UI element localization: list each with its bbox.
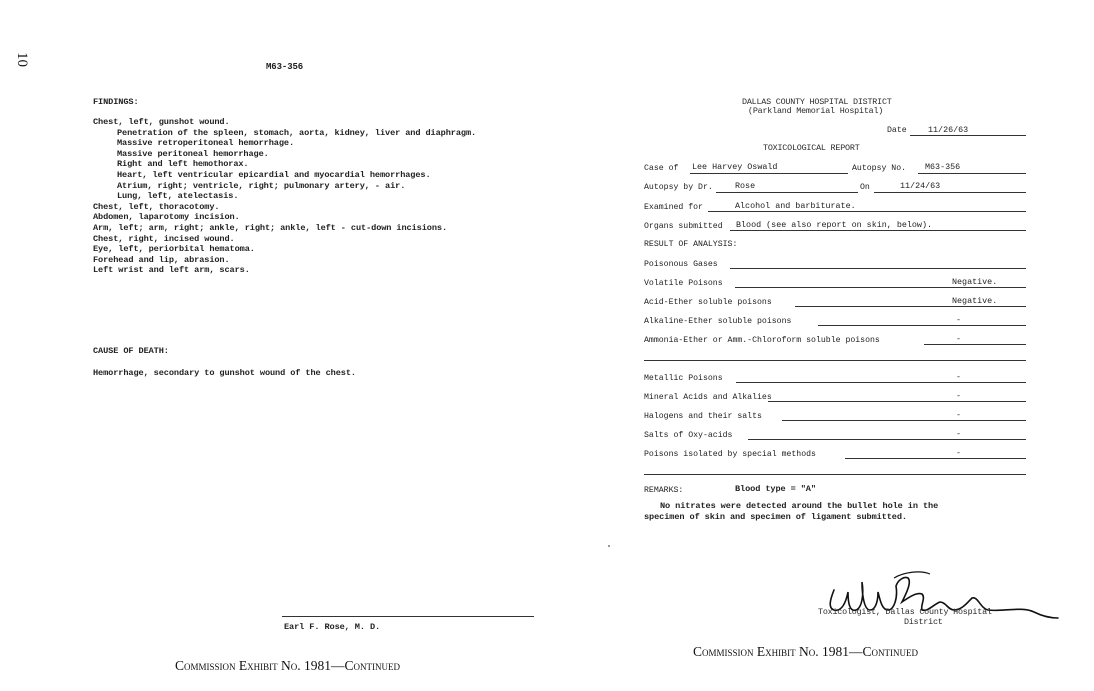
result-row-label: Volatile Poisons [644,279,723,288]
on-value: 11/24/63 [900,181,941,191]
result-row-label: Mineral Acids and Alkalies [644,393,772,402]
separator-line [644,474,1026,475]
exhibit-caption-right: Commission Exhibit No. 1981—Continued [693,644,918,659]
exhibit-caption-left: Commission Exhibit No. 1981—Continued [175,658,400,673]
result-row-label: Halogens and their salts [644,412,762,421]
result-row-value: - [956,410,962,420]
finding-line: Massive retroperitoneal hemorrhage. [117,138,294,149]
result-row-value: - [956,372,962,382]
findings-list [93,117,476,276]
date-line [910,135,1026,136]
autopsy-by-value: Rose [735,181,756,191]
signer-title: Toxicologist, Dallas County Hospital [818,607,992,617]
organs-label: Organs submitted [644,222,723,231]
finding-line: Eye, left, periorbital hematoma. [93,244,255,255]
finding-line: Lung, left, atelectasis. [117,191,239,202]
finding-line: Chest, left, gunshot wound. [93,117,230,127]
cause-heading: CAUSE OF DEATH: [93,346,169,356]
page-number: 10 [14,52,30,67]
examined-label: Examined for [644,203,703,212]
remarks-line: Blood type = "A" [735,484,816,494]
case-number: M63-356 [266,62,304,72]
result-row-label: Salts of Oxy-acids [644,431,733,440]
separator-line [644,360,1026,361]
findings-heading: FINDINGS: [93,97,139,107]
finding-line: Atrium, right; ventricle, right; pulmonary artery, - air. [117,180,406,191]
result-row-value: - [956,315,962,325]
finding-line: Penetration of the spleen, stomach, aorta, kidney, liver and diaphragm. [117,127,477,138]
result-row-value: Negative. [952,296,998,306]
result-row-line [768,401,1026,402]
date-label: Date [887,126,907,135]
result-row-line [748,439,1026,440]
result-row-value: - [956,391,962,401]
finding-line: Left wrist and left arm, scars. [93,265,250,276]
finding-line: Heart, left ventricular epicardial and myocardial hemorrhages. [117,169,431,180]
result-heading: RESULT OF ANALYSIS: [644,240,738,249]
result-row-label: Poisonous Gases [644,260,718,269]
finding-line: Forehead and lip, abrasion. [93,254,230,265]
examined-value: Alcohol and barbiturate. [735,201,856,211]
result-row-line [924,344,1026,345]
institution-name: DALLAS COUNTY HOSPITAL DISTRICT [742,97,892,107]
result-row-line [795,306,1026,307]
result-row-line [818,325,1026,326]
case-of-value: Lee Harvey Oswald [692,162,778,172]
autopsy-no-value: M63-356 [925,162,961,172]
remarks-line: No nitrates were detected around the bullet hole in the [660,501,939,511]
scan-mark [608,545,610,547]
cause-text: Hemorrhage, secondary to gunshot wound of the chest. [93,368,356,378]
on-line [874,192,1026,193]
result-row-label: Metallic Poisons [644,374,723,383]
autopsy-no-line [918,173,1026,174]
finding-line: Abdomen, laparotomy incision. [93,212,240,223]
result-row-line [845,458,1026,459]
result-row-line [730,268,1026,269]
signature-name: Earl F. Rose, M. D. [284,622,381,632]
institution-subname: (Parkland Memorial Hospital) [748,106,884,116]
date-value: 11/26/63 [928,125,969,135]
on-label: On [860,183,870,192]
examined-line [708,211,1026,212]
autopsy-by-line [716,192,858,193]
finding-line: Chest, right, incised wound. [93,233,235,244]
result-row-value: - [956,334,962,344]
finding-line: Right and left hemothorax. [117,159,249,170]
finding-line: Arm, left; arm, right; ankle, right; ankle, left - cut-down incisions. [93,222,447,233]
result-row-line [782,420,1026,421]
result-row-label: Ammonia-Ether or Amm.-Chloroform soluble poisons [644,336,880,345]
result-row-line [735,287,1026,288]
finding-line: Massive peritoneal hemorrhage. [117,148,269,159]
remarks-line: specimen of skin and specimen of ligament submitted. [644,512,907,522]
autopsy-by-label: Autopsy by Dr. [644,183,713,192]
remarks-label: REMARKS: [644,486,684,495]
case-of-line [690,173,848,174]
report-title: TOXICOLOGICAL REPORT [763,143,860,153]
result-row-label: Alkaline-Ether soluble poisons [644,317,792,326]
organs-line [730,230,1026,231]
result-row-value: - [956,429,962,439]
finding-line: Chest, left, thoracotomy. [93,201,220,212]
signature-line [282,616,534,617]
result-row-label: Poisons isolated by special methods [644,450,816,459]
result-row-line [736,382,1026,383]
case-of-label: Case of [644,164,679,173]
organs-value: Blood (see also report on skin, below). [736,220,933,230]
result-row-value: Negative. [952,277,998,287]
autopsy-no-label: Autopsy No. [852,164,907,173]
result-row-label: Acid-Ether soluble poisons [644,298,772,307]
signer-title-2: District [904,617,943,627]
result-row-value: - [956,448,962,458]
